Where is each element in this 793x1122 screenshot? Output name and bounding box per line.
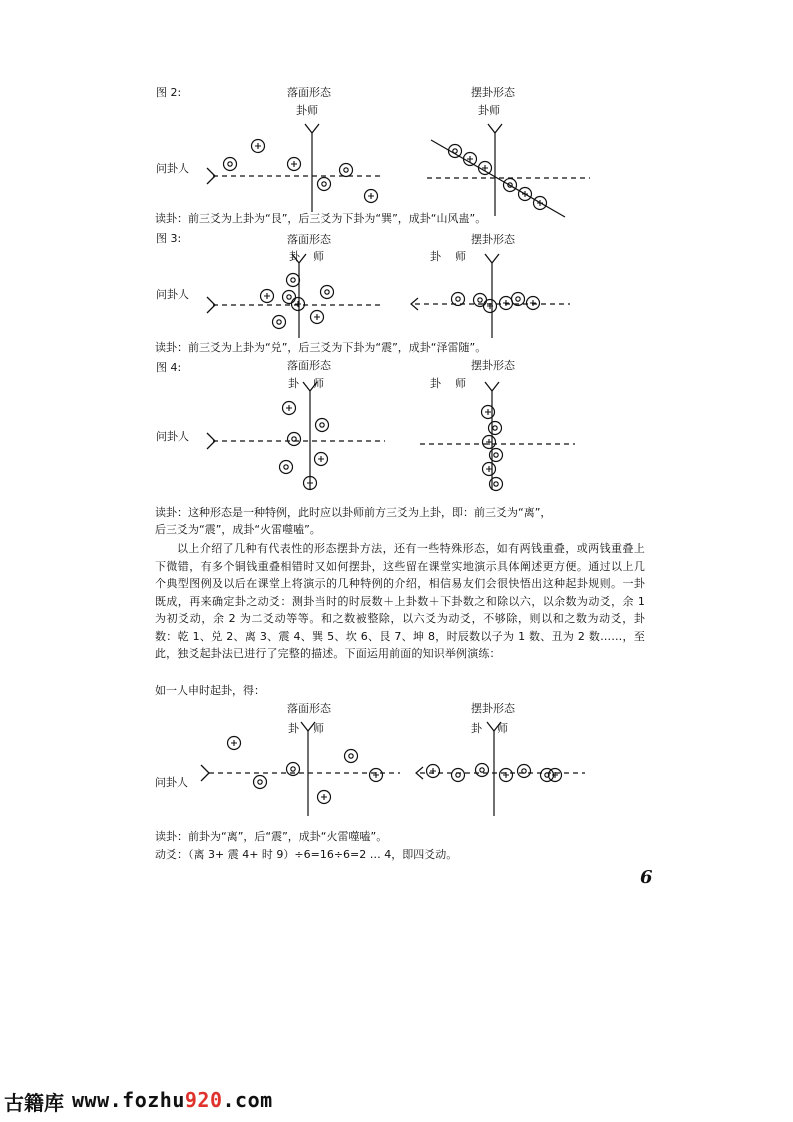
coin-yang-icon bbox=[484, 300, 497, 313]
coin-yin-icon bbox=[476, 764, 489, 777]
diviner-arrow-icon bbox=[292, 254, 306, 263]
coin-yin-icon bbox=[283, 291, 296, 304]
fig3-diagram bbox=[195, 250, 595, 340]
coin-yin-icon bbox=[288, 433, 301, 446]
fig2-label: 图 2: bbox=[156, 86, 182, 99]
fig4-left-diviner-a: 卦 bbox=[288, 377, 299, 390]
coin-yin-icon bbox=[280, 461, 293, 474]
fig3-left-title: 落面形态 bbox=[287, 233, 331, 246]
coin-yang-icon bbox=[464, 153, 477, 166]
footer-url[interactable] bbox=[72, 1088, 273, 1112]
fig4-left-diviner-b: 师 bbox=[313, 377, 324, 390]
fig4-label: 图 4: bbox=[156, 361, 182, 374]
coin-yin-icon bbox=[224, 158, 237, 171]
example-left-diviner-b: 师 bbox=[313, 722, 324, 735]
fig3-right-diagram bbox=[411, 254, 570, 338]
coin-yin-icon bbox=[273, 316, 286, 329]
fig4-diagram bbox=[195, 378, 595, 498]
coin-yin-icon bbox=[321, 286, 334, 299]
diviner-arrow-icon bbox=[487, 722, 501, 731]
example-diagram bbox=[195, 720, 595, 820]
fig4-reading-line1: 读卦：这种形态是一种特例，此时应以卦师前方三爻为上卦，即：前三爻为“离”， bbox=[155, 506, 552, 519]
coin-yin-icon bbox=[452, 769, 465, 782]
fig4-reading-line2: 后三爻为“震”，成卦“火雷噬嗑”。 bbox=[155, 523, 321, 536]
fig2-left-diviner: 卦师 bbox=[296, 104, 318, 117]
example-right-title: 摆卦形态 bbox=[471, 702, 515, 715]
coin-yang-icon bbox=[483, 436, 496, 449]
example-right-diagram bbox=[416, 722, 585, 816]
footer-url-prefix: www.fozhu bbox=[72, 1088, 185, 1112]
example-intro: 如一人申时起卦，得： bbox=[155, 684, 265, 697]
body-paragraph: 以上介绍了几种有代表性的形态摆卦方法，还有一些特殊形态，如有两钱重叠，或两钱重叠上下微错，有多个铜钱重叠相错时又如何摆卦，这些留在课堂实地演示具体阐述更方便。通过以上几个典型图例及以后在课堂上将演示的几种特例的介绍，相信易友们会很快悟出这种起卦规则。一卦既成，再来确定卦之动爻：测卦当时的时辰数＋上卦数＋下卦数之和除以六，以余数为动爻，余 1 为初爻动，余 2 为二爻动等等。和之数被整除，以六爻为动爻，不够除，则以和之数为动爻，卦数：乾 1、兑 2、离 3、震 4、巽 5、坎 6、艮 7、坤 8，时辰数以子为 1 数、丑为 2 数……，至此，独爻起卦法已进行了完整的描述。下面运用前面的知识举例演练： bbox=[155, 542, 645, 660]
coin-yang-icon bbox=[311, 311, 324, 324]
coin-yin-icon bbox=[254, 776, 267, 789]
coin-yang-icon bbox=[427, 765, 440, 778]
coin-yang-icon bbox=[527, 297, 540, 310]
fig3-right-diviner-b: 师 bbox=[455, 250, 466, 263]
coin-yang-icon bbox=[292, 298, 305, 311]
fig2-right-title: 摆卦形态 bbox=[471, 86, 515, 99]
asker-arrow-icon bbox=[201, 765, 209, 781]
example-left-diviner-a: 卦 bbox=[288, 722, 299, 735]
coin-yin-icon bbox=[287, 274, 300, 287]
fig4-right-diviner-a: 卦 bbox=[430, 377, 441, 390]
fig4-left-title: 落面形态 bbox=[287, 359, 331, 372]
footer-brand: 古籍库 bbox=[4, 1091, 64, 1115]
coin-yang-icon bbox=[288, 158, 301, 171]
coin-yang-icon bbox=[283, 402, 296, 415]
coin-yang-icon bbox=[549, 769, 562, 782]
coin-yang-icon bbox=[365, 190, 378, 203]
coin-yin-icon bbox=[318, 178, 331, 191]
diviner-arrow-icon bbox=[485, 254, 499, 263]
coin-yin-icon bbox=[345, 750, 358, 763]
fig3-left-diagram bbox=[207, 254, 380, 338]
coin-yang-icon bbox=[370, 769, 383, 782]
footer-url-number: 920 bbox=[184, 1088, 223, 1112]
coin-yang-icon bbox=[318, 791, 331, 804]
fig2-left-diagram bbox=[207, 124, 380, 212]
fig2-right-diviner: 卦师 bbox=[478, 104, 500, 117]
fig3-left-diviner-b: 师 bbox=[313, 250, 324, 263]
diviner-arrow-icon bbox=[305, 124, 319, 133]
coin-yin-icon bbox=[489, 422, 502, 435]
coin-yang-icon bbox=[519, 188, 532, 201]
page-number: 6 bbox=[640, 867, 653, 888]
coin-yin-icon bbox=[518, 765, 531, 778]
coin-yin-icon bbox=[541, 769, 554, 782]
footer-url-suffix: .com bbox=[222, 1088, 273, 1112]
coin-yang-icon bbox=[252, 140, 265, 153]
example-right-diviner-a: 卦 bbox=[471, 722, 482, 735]
coin-yin-icon bbox=[340, 164, 353, 177]
example-moving-line: 动爻：（离 3+ 震 4+ 时 9）÷6=16÷6=2 … 4，即四爻动。 bbox=[155, 848, 458, 861]
diviner-arrow-icon bbox=[303, 382, 317, 391]
fig3-left-diviner-a: 卦 bbox=[289, 250, 300, 263]
fig3-reading: 读卦：前三爻为上卦为“兑”，后三爻为下卦为“震”，成卦“泽雷随”。 bbox=[155, 341, 487, 354]
coin-yin-icon bbox=[316, 419, 329, 432]
diviner-arrow-icon bbox=[485, 382, 499, 391]
coin-yang-icon bbox=[534, 197, 547, 210]
coin-yin-icon bbox=[452, 293, 465, 306]
coin-yang-icon bbox=[228, 737, 241, 750]
fig4-left-diagram bbox=[207, 382, 385, 490]
fig4-right-diagram bbox=[420, 382, 575, 491]
fig3-right-title: 摆卦形态 bbox=[471, 233, 515, 246]
fig2-asker: 问卦人 bbox=[156, 162, 189, 175]
coin-yang-icon bbox=[261, 290, 274, 303]
example-left-diagram bbox=[201, 722, 400, 816]
fig2-reading: 读卦：前三爻为上卦为“艮”，后三爻为下卦为“巽”，成卦“山风蛊”。 bbox=[155, 212, 487, 225]
coin-yang-icon bbox=[500, 769, 513, 782]
example-left-title: 落面形态 bbox=[287, 702, 331, 715]
fig4-asker: 问卦人 bbox=[156, 430, 189, 443]
fig3-asker: 问卦人 bbox=[156, 288, 189, 301]
fig3-label: 图 3: bbox=[156, 232, 182, 245]
fig2-left-title: 落面形态 bbox=[287, 86, 331, 99]
example-reading: 读卦：前卦为“离”，后“震”，成卦“火雷噬嗑”。 bbox=[155, 830, 388, 843]
coin-yang-icon bbox=[315, 453, 328, 466]
example-asker: 问卦人 bbox=[155, 776, 188, 789]
diviner-arrow-icon bbox=[488, 124, 502, 133]
example-right-diviner-b: 师 bbox=[497, 722, 508, 735]
fig3-right-diviner-a: 卦 bbox=[430, 250, 441, 263]
coin-yang-icon bbox=[500, 297, 513, 310]
fig4-right-diviner-b: 师 bbox=[455, 377, 466, 390]
fig2-diagram bbox=[195, 120, 595, 220]
fig2-right-diagram bbox=[427, 124, 590, 217]
fig4-right-title: 摆卦形态 bbox=[471, 359, 515, 372]
diviner-arrow-icon bbox=[301, 722, 315, 731]
coin-yang-icon bbox=[483, 463, 496, 476]
